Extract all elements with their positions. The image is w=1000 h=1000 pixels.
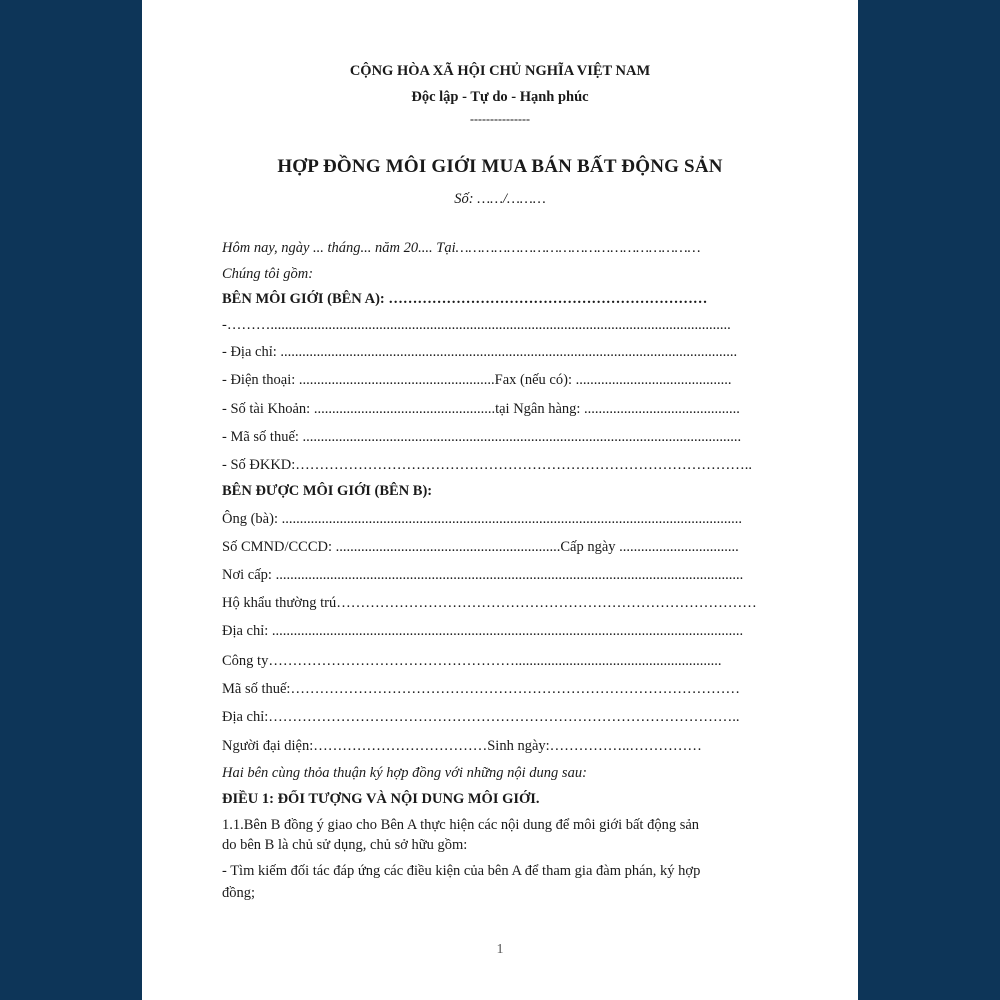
party-b-representative-field: Người đại diện:………………………………Sinh ngày:……………..……………	[222, 738, 702, 754]
party-b-residence-field: Hộ khẩu thường trú……………………………………………………………………………	[222, 595, 757, 611]
document-page	[142, 0, 858, 1000]
party-b-issue-place-field: Nơi cấp: .................................................................................................................................	[222, 567, 744, 583]
contract-number: Số: ……/………	[454, 191, 546, 207]
party-a-tax-field: - Mã số thuế: .........................................................................................................................	[222, 429, 742, 445]
date-place-line: Hôm nay, ngày ... tháng... năm 20.... Tại…………………………………………………	[222, 240, 701, 256]
we-are-line: Chúng tôi gồm:	[222, 266, 314, 282]
party-a-account-field: - Số tài Khoản: ..................................................tại Ngân hàng: ...........................................	[222, 401, 740, 417]
motto: Độc lập - Tự do - Hạnh phúc	[411, 89, 589, 105]
article-1-bullet-line-1: - Tìm kiếm đối tác đáp ứng các điều kiện của bên A để tham gia đàm phán, ký hợp	[222, 863, 701, 879]
party-b-name-field: Ông (bà): ...............................................................................................................................	[222, 511, 742, 527]
party-b-address-field: Địa chỉ: ..................................................................................................................................	[222, 623, 744, 639]
contract-title: HỢP ĐỒNG MÔI GIỚI MUA BÁN BẤT ĐỘNG SẢN	[277, 156, 723, 177]
party-a-name-field: -………...............................................................................................................................	[222, 317, 731, 333]
page-number: 1	[496, 942, 504, 957]
nation-heading: CỘNG HÒA XÃ HỘI CHỦ NGHĨA VIỆT NAM	[349, 63, 651, 79]
party-b-id-field: Số CMND/CCCD: ..............................................................Cấp ngày .................................	[222, 539, 739, 555]
party-b-company-address-field: Địa chỉ:……………………………………………………………………………………..	[222, 709, 740, 725]
article-1-para-line-2: do bên B là chủ sử dụng, chủ sở hữu gồm:	[222, 837, 468, 853]
party-a-registration-field: - Số ĐKKD:…………………………………………………………………………………..	[222, 457, 753, 473]
motto-separator: ---------------	[470, 112, 530, 126]
agreement-line: Hai bên cùng thỏa thuận ký hợp đồng với những nội dung sau:	[222, 765, 587, 781]
party-b-tax-field: Mã số thuế:…………………………………………………………………………………	[222, 681, 740, 697]
party-a-heading: BÊN MÔI GIỚI (BÊN A): …………………………………………………………	[222, 291, 708, 307]
article-1-para-line-1: 1.1.Bên B đồng ý giao cho Bên A thực hiện các nội dung để môi giới bất động sản	[222, 817, 700, 833]
party-a-phone-field: - Điện thoại: ......................................................Fax (nếu có): ...........................................	[222, 372, 732, 388]
article-1-bullet-line-2: đồng;	[222, 885, 256, 901]
party-b-heading: BÊN ĐƯỢC MÔI GIỚI (BÊN B):	[222, 483, 433, 499]
party-a-address-field: - Địa chỉ: ..............................................................................................................................	[222, 344, 738, 360]
article-1-heading: ĐIỀU 1: ĐỐI TƯỢNG VÀ NỘI DUNG MÔI GIỚI.	[222, 791, 540, 807]
party-b-company-field: Công ty…………………………………………….........................................................	[222, 653, 722, 669]
